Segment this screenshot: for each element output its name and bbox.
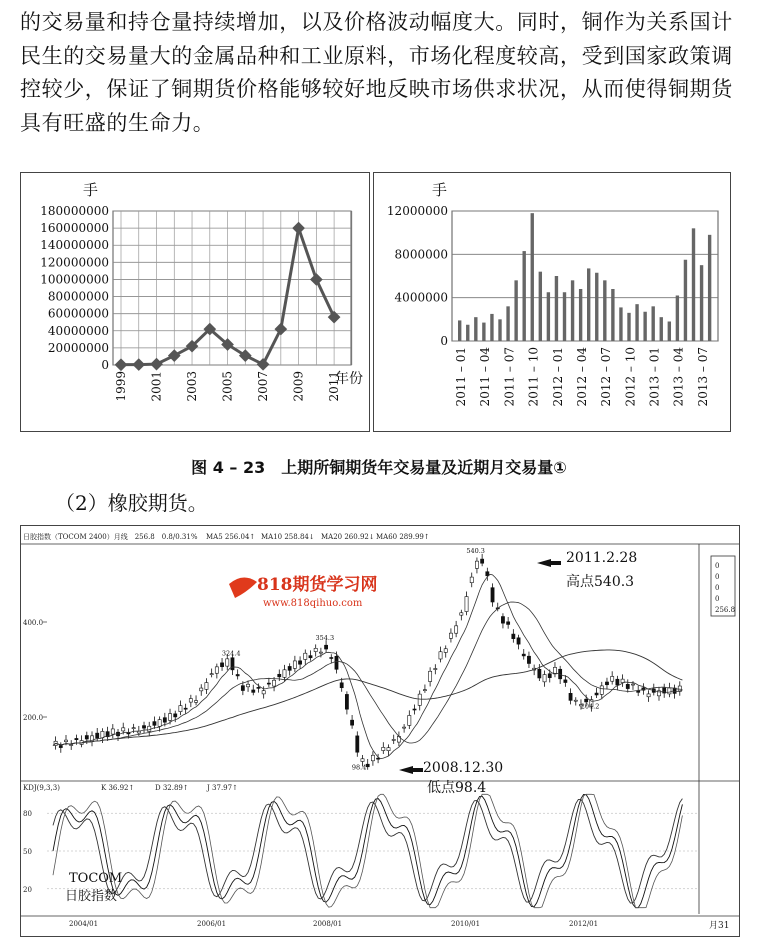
candle-body bbox=[403, 727, 406, 728]
candle-body bbox=[293, 661, 296, 668]
price-tick-label: 400.0 bbox=[23, 619, 44, 627]
candle-body bbox=[241, 686, 244, 691]
candle-body bbox=[637, 691, 640, 692]
candle-body bbox=[283, 670, 286, 678]
candle-body bbox=[236, 674, 239, 675]
bar bbox=[571, 280, 574, 341]
bar bbox=[676, 296, 679, 342]
candle-body bbox=[455, 626, 458, 633]
low-date: 2008.12.30 bbox=[423, 760, 504, 776]
candle-body bbox=[621, 679, 624, 682]
bar bbox=[700, 265, 703, 341]
peak-label: 98.4 bbox=[351, 763, 367, 772]
candle-body bbox=[538, 669, 541, 678]
candle-body bbox=[371, 755, 374, 761]
y-tick-label: 140000000 bbox=[40, 238, 109, 253]
right-panel-label: 256.8 bbox=[715, 606, 736, 614]
candle-body bbox=[377, 758, 380, 759]
x-tick-label: 2012 – 10 bbox=[623, 347, 638, 407]
candle-body bbox=[205, 683, 208, 690]
candle-body bbox=[626, 684, 629, 688]
candle-body bbox=[288, 666, 291, 670]
bar bbox=[579, 289, 582, 341]
candle-body bbox=[168, 714, 171, 721]
kdj-tick-label: 80 bbox=[23, 810, 32, 819]
candle-body bbox=[298, 661, 301, 664]
corner-label: 月31 bbox=[709, 921, 730, 931]
candle-body bbox=[465, 597, 468, 612]
bar bbox=[555, 276, 558, 341]
bar bbox=[627, 313, 630, 341]
x-tick-label: 1999 bbox=[114, 371, 128, 402]
plot-area bbox=[113, 211, 351, 365]
candle-body bbox=[194, 701, 197, 703]
candle-body bbox=[75, 738, 78, 739]
bar bbox=[708, 235, 711, 341]
candle-body bbox=[413, 709, 416, 710]
candle-body bbox=[330, 657, 333, 658]
kdj-tick-label: 20 bbox=[23, 885, 32, 894]
bar bbox=[547, 292, 550, 341]
y-axis-label: 手 bbox=[83, 181, 99, 199]
high-arrow bbox=[537, 559, 561, 567]
rubber-kline-svg bbox=[21, 526, 739, 936]
candle-body bbox=[616, 679, 619, 685]
candle-body bbox=[231, 658, 234, 670]
candle-body bbox=[132, 728, 135, 729]
candle-body bbox=[470, 577, 473, 583]
x-tick-label: 2011 – 10 bbox=[526, 347, 541, 407]
date-tick-label: 2004/01 bbox=[69, 920, 99, 928]
bottom-label-line2: 日胶指数 bbox=[65, 889, 118, 904]
candle-body bbox=[257, 687, 260, 688]
bar bbox=[474, 317, 477, 341]
candle-body bbox=[527, 656, 530, 663]
candle-body bbox=[272, 680, 275, 686]
candle-body bbox=[304, 653, 307, 659]
x-tick-label: 2001 bbox=[149, 371, 164, 402]
price-tick-label: 200.0 bbox=[23, 714, 44, 722]
y-axis-label: 手 bbox=[432, 181, 448, 199]
bar bbox=[692, 228, 695, 341]
kdj-tick-label: 50 bbox=[23, 848, 32, 856]
bar bbox=[643, 312, 646, 341]
date-tick-label: 2012/01 bbox=[569, 920, 599, 928]
annual-volume-svg bbox=[21, 173, 369, 431]
candle-body bbox=[64, 740, 67, 742]
candle-body bbox=[210, 674, 213, 675]
right-panel-label: 0 bbox=[715, 573, 720, 581]
candle-body bbox=[387, 748, 390, 751]
kdj-header-item: D 32.89↑ bbox=[155, 784, 189, 792]
right-panel-label: 0 bbox=[715, 562, 720, 570]
date-tick-label: 2008/01 bbox=[313, 920, 343, 928]
bar bbox=[498, 319, 501, 341]
candle-body bbox=[246, 684, 249, 687]
candle-body bbox=[314, 648, 317, 651]
candle-body bbox=[564, 680, 567, 683]
candle-body bbox=[220, 663, 223, 667]
candle-body bbox=[444, 649, 447, 653]
x-tick-label: 2011 – 07 bbox=[502, 347, 517, 407]
candle-body bbox=[85, 736, 88, 739]
candle-body bbox=[179, 706, 182, 712]
bar bbox=[458, 320, 461, 341]
candle-body bbox=[122, 728, 125, 731]
candle-body bbox=[345, 694, 348, 709]
body-paragraph: 的交易量和持仓量持续增加，以及价格波动幅度大。同时，铜作为关系国计民生的交易量大的金属品种和工业原料，市场化程度较高，受到国家政策调控较少，保证了铜期货价格能够较好地反映市场供求状况，从而使得铜期货具有旺盛的生命力。 bbox=[20, 10, 733, 135]
x-tick-label: 2003 bbox=[185, 371, 200, 402]
bar bbox=[611, 289, 614, 341]
bar bbox=[490, 314, 493, 341]
watermark-url: www.818qihuo.com bbox=[263, 598, 363, 609]
candle-body bbox=[512, 634, 515, 639]
candle-body bbox=[324, 645, 327, 649]
kline-header-item: MA20 260.92↓ bbox=[321, 533, 375, 541]
section-subheading: （2）橡胶期货。 bbox=[55, 491, 208, 515]
candle-body bbox=[184, 708, 187, 709]
candle-body bbox=[600, 686, 603, 694]
bar bbox=[466, 325, 469, 341]
candle-body bbox=[189, 699, 192, 703]
candle-body bbox=[340, 683, 343, 688]
y-tick-label: 4000000 bbox=[394, 290, 448, 305]
candle-body bbox=[548, 674, 551, 678]
x-tick-label: 2013 – 04 bbox=[671, 347, 686, 407]
y-tick-label: 0 bbox=[101, 358, 109, 372]
low-arrow bbox=[399, 766, 423, 774]
bar bbox=[563, 292, 566, 341]
candle-body bbox=[522, 654, 525, 656]
y-tick-label: 100000000 bbox=[40, 272, 109, 287]
x-tick-label: 2012 – 04 bbox=[574, 347, 589, 407]
candle-body bbox=[507, 622, 510, 625]
y-tick-label: 8000000 bbox=[394, 247, 448, 262]
date-tick-label: 2010/01 bbox=[451, 920, 481, 928]
candle-body bbox=[449, 633, 452, 638]
candle-body bbox=[501, 617, 504, 624]
annual-volume-chart bbox=[20, 172, 370, 432]
peak-label: 204.2 bbox=[580, 702, 600, 711]
candle-body bbox=[309, 656, 312, 658]
y-tick-label: 180000000 bbox=[40, 204, 109, 218]
candle-body bbox=[226, 659, 229, 666]
ma-line bbox=[53, 602, 682, 745]
bar bbox=[660, 317, 663, 341]
x-tick-label: 2013 – 07 bbox=[695, 347, 710, 407]
candle-body bbox=[517, 638, 520, 644]
candle-body bbox=[319, 652, 322, 653]
candle-body bbox=[163, 718, 166, 723]
candle-body bbox=[611, 676, 614, 681]
bar bbox=[668, 322, 671, 342]
watermark-title: 818期货学习网 bbox=[257, 575, 378, 595]
candle-body bbox=[429, 671, 432, 681]
y-tick-label: 60000000 bbox=[47, 306, 109, 321]
bar bbox=[619, 307, 622, 341]
candle-body bbox=[153, 722, 156, 726]
watermark-logo bbox=[229, 577, 257, 598]
bar bbox=[684, 260, 687, 341]
candle-body bbox=[418, 694, 421, 705]
bar bbox=[531, 213, 534, 341]
y-tick-label: 12000000 bbox=[386, 204, 448, 218]
x-tick-label: 2011 – 04 bbox=[478, 347, 493, 407]
candle-body bbox=[127, 733, 130, 734]
y-tick-label: 40000000 bbox=[47, 323, 109, 338]
x-tick-label: 2013 – 01 bbox=[647, 347, 662, 407]
candle-body bbox=[142, 726, 145, 729]
x-tick-label: 2012 – 07 bbox=[599, 347, 614, 407]
high-value: 高点540.3 bbox=[566, 574, 635, 590]
candle-body bbox=[574, 700, 577, 701]
kline-header-item: MA5 256.04↑ bbox=[206, 533, 256, 541]
bar bbox=[506, 306, 509, 341]
candle-body bbox=[668, 688, 671, 694]
candle-body bbox=[475, 561, 478, 568]
y-tick-label: 0 bbox=[440, 334, 448, 348]
right-panel-label: 0 bbox=[715, 584, 720, 592]
bar bbox=[603, 280, 606, 341]
bottom-label-line1: TOCOM bbox=[69, 871, 123, 886]
right-panel-label: 0 bbox=[715, 595, 720, 603]
bar bbox=[482, 323, 485, 341]
candle-body bbox=[267, 683, 270, 684]
peak-label: 540.3 bbox=[466, 547, 485, 556]
date-tick-label: 2006/01 bbox=[197, 920, 227, 928]
peak-label: 324.4 bbox=[221, 649, 241, 658]
candle-body bbox=[434, 669, 437, 670]
candle-body bbox=[647, 694, 650, 697]
candle-body bbox=[631, 684, 634, 685]
rubber-kline-chart bbox=[20, 525, 740, 937]
candle-body bbox=[595, 693, 598, 695]
y-tick-label: 80000000 bbox=[47, 289, 109, 304]
monthly-volume-svg bbox=[374, 173, 730, 431]
candle-body bbox=[111, 729, 114, 734]
candle-body bbox=[262, 691, 265, 694]
bar bbox=[514, 280, 517, 341]
candle-body bbox=[460, 613, 463, 615]
candle-body bbox=[361, 759, 364, 762]
candle-body bbox=[569, 693, 572, 700]
candle-body bbox=[481, 559, 484, 563]
candle-body bbox=[366, 764, 369, 767]
candle-body bbox=[174, 714, 177, 717]
candle-body bbox=[215, 667, 218, 673]
x-tick-label: 2005 bbox=[220, 371, 235, 402]
bar bbox=[652, 306, 655, 341]
candle-body bbox=[200, 688, 203, 691]
kdj-header-item: KDJ(9,3,3) bbox=[23, 784, 60, 792]
kdj-header-item: K 36.92↑ bbox=[101, 784, 135, 792]
candle-body bbox=[439, 652, 442, 659]
candle-body bbox=[543, 675, 546, 682]
x-tick-label: 2007 bbox=[256, 371, 271, 402]
kline-header-item: 日胶指数（TOCOM 2400）月线 256.8 0.8/0.31% bbox=[23, 533, 198, 541]
candle-body bbox=[356, 736, 359, 752]
candle-body bbox=[408, 715, 411, 725]
candle-body bbox=[605, 682, 608, 685]
bar bbox=[587, 268, 590, 341]
kline-header-item: MA10 258.84↓ bbox=[261, 533, 315, 541]
x-axis-label: 年份 bbox=[335, 371, 363, 387]
x-tick-label: 2011 bbox=[327, 371, 342, 402]
candle-body bbox=[423, 690, 426, 691]
bar bbox=[539, 272, 542, 341]
kdj-header-item: J 37.97↑ bbox=[207, 784, 238, 792]
candle-body bbox=[278, 674, 281, 677]
low-value: 低点98.4 bbox=[427, 780, 487, 796]
bar bbox=[635, 304, 638, 341]
x-tick-label: 2012 – 01 bbox=[550, 347, 565, 407]
candle-body bbox=[59, 746, 62, 748]
peak-label: 354.3 bbox=[315, 634, 335, 643]
candle-body bbox=[70, 745, 73, 746]
y-tick-label: 120000000 bbox=[40, 255, 109, 270]
y-tick-label: 160000000 bbox=[40, 221, 109, 236]
high-date: 2011.2.28 bbox=[566, 550, 638, 566]
monthly-volume-chart bbox=[373, 172, 731, 432]
x-tick-label: 2011 – 01 bbox=[454, 347, 468, 407]
candle-body bbox=[392, 739, 395, 740]
candle-body bbox=[252, 690, 255, 692]
candle-body bbox=[158, 720, 161, 727]
candle-body bbox=[491, 588, 494, 602]
candle-body bbox=[382, 747, 385, 750]
bar bbox=[523, 251, 526, 341]
candle-body bbox=[148, 726, 151, 731]
candle-body bbox=[96, 733, 99, 738]
candle-body bbox=[335, 656, 338, 669]
candle-body bbox=[350, 720, 353, 725]
figure-caption: 图 4 – 23 上期所铜期货年交易量及近期月交易量① bbox=[191, 458, 567, 477]
bar bbox=[595, 273, 598, 341]
y-tick-label: 20000000 bbox=[47, 340, 109, 355]
x-tick-label: 2009 bbox=[291, 371, 306, 402]
kline-header-item: MA60 289.99↑ bbox=[376, 533, 430, 541]
